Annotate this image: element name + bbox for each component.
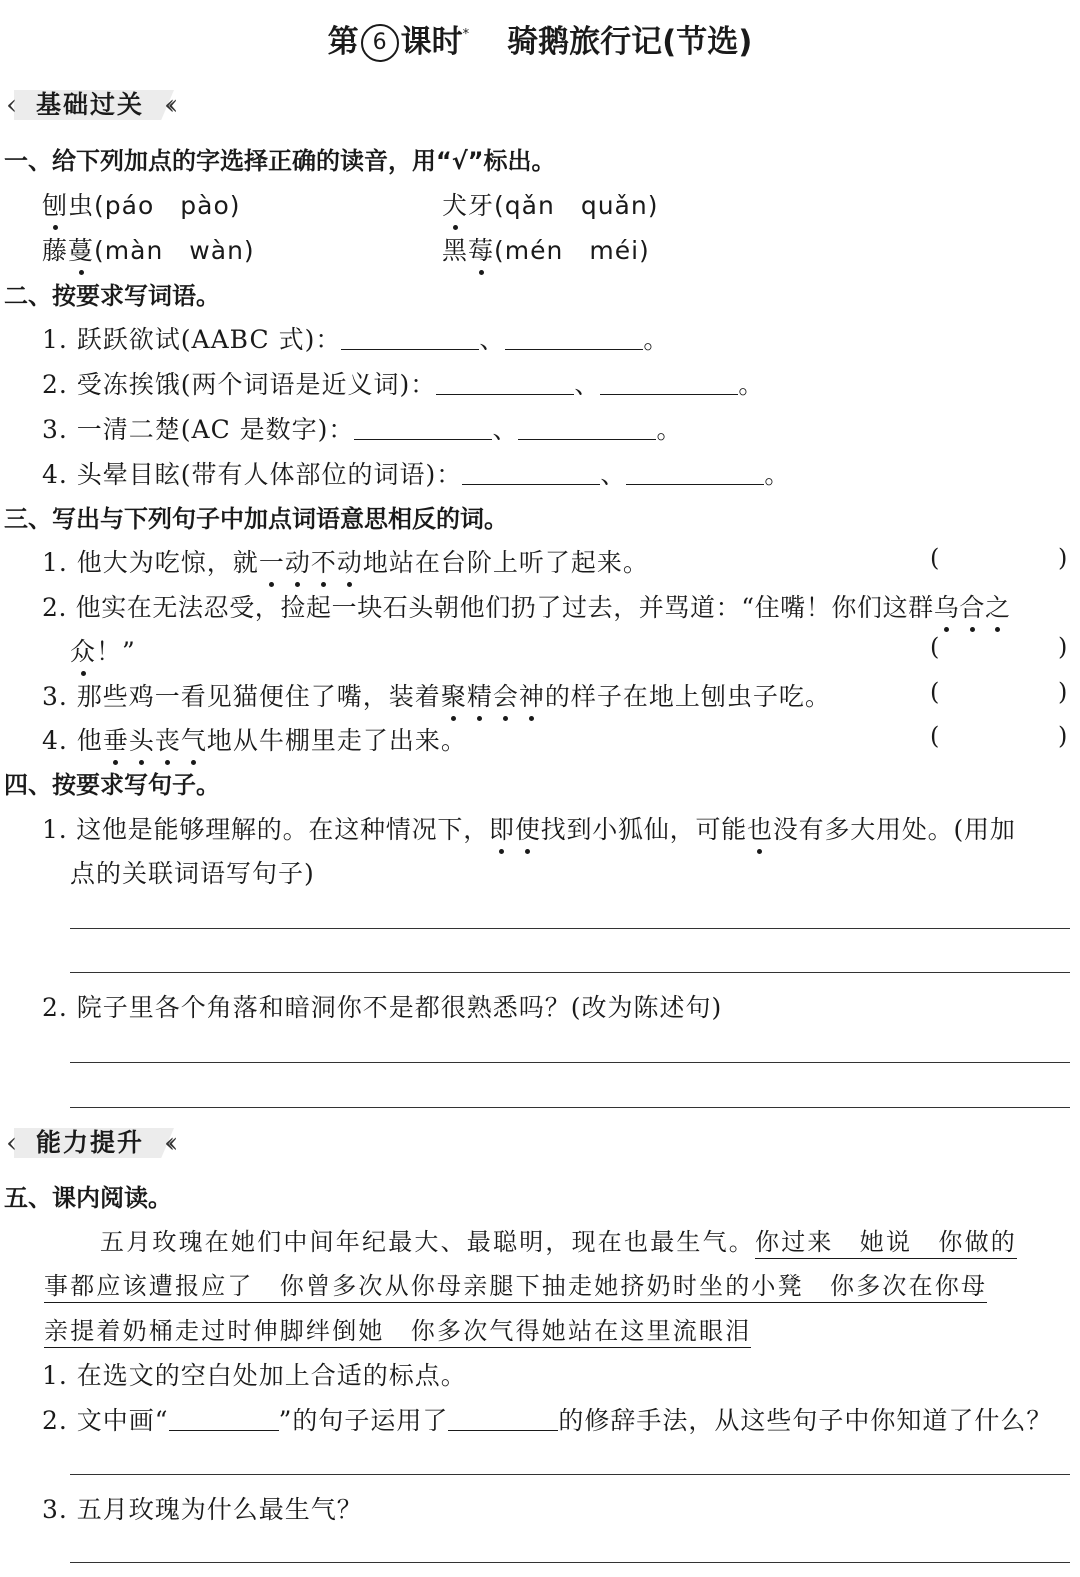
reading-question: 3. 五月玫瑰为什么最生气？ [42,1495,363,1524]
pinyin-item: 黑莓(mén méi) [442,231,650,267]
lesson-number: 6 [361,24,399,62]
antonym-question: 2. 他实在无法忍受，捡起一块石头朝他们扔了过去，并骂道：“住嘴！你们这群乌合之 [42,588,1072,624]
antonym-question: 1. 他大为吃惊，就一动不动地站在台阶上听了起来。 [42,543,649,579]
section-heading: 一、给下列加点的字选择正确的读音，用“√”标出。 [4,147,556,175]
section-heading: 四、按要求写句子。 [4,771,220,799]
sentence-question: 1. 这他是能够理解的。在这种情况下，即使找到小狐仙，可能也没有多大用处。(用加 [42,810,1016,846]
answer-blank[interactable] [600,372,738,395]
emphasized-phrase: 聚精会神 [441,682,545,711]
chevron-left-icon: ‹ [6,1126,18,1159]
pinyin-item: 犬牙(qǎn quǎn) [442,186,658,222]
reading-question: 1. 在选文的空白处加上合适的标点。 [42,1361,467,1390]
reading-passage-line: 五月玫瑰在她们中间年纪最大、最聪明，现在也最生气。你过来 她说 你做的 [100,1222,1017,1257]
emphasized-phrase: 即使 [489,815,541,844]
answer-line[interactable] [70,928,1070,929]
section-banner-basics [6,88,196,122]
answer-blank[interactable] [354,417,492,440]
answer-blank[interactable] [169,1408,279,1431]
answer-line[interactable] [70,1562,1070,1563]
emphasized-char: 蔓 [68,231,94,267]
word-question: 1. 跃跃欲试(AABC 式)： 、 。 [42,325,670,354]
double-chevron-left-icon: ‹‹ [164,88,171,121]
answer-paren-open: ( [930,722,940,750]
answer-paren-close[interactable]: ) [1058,678,1068,706]
emphasized-char: 众 [70,632,96,668]
section-banner-ability [6,1126,196,1160]
sentence-question-cont: 点的关联词语写句子) [70,859,315,888]
answer-line[interactable] [70,1062,1070,1063]
banner-label: 能力提升 [36,1128,145,1157]
pinyin-item: 刨虫(páo pào) [42,186,241,222]
reading-passage-line [44,1266,987,1301]
answer-blank[interactable] [448,1408,558,1431]
antonym-question: 4. 他垂头丧气地从牛棚里走了出来。 [42,721,467,757]
answer-paren-open: ( [930,544,940,572]
section-heading: 三、写出与下列句子中加点词语意思相反的词。 [4,505,508,533]
answer-paren-close[interactable]: ) [1058,722,1068,750]
lesson-prefix: 第 [327,24,359,60]
emphasized-char: 莓 [468,231,494,267]
word-question: 3. 一清二楚(AC 是数字)： 、 。 [42,415,683,444]
reading-passage-line [44,1311,751,1346]
answer-paren-open: ( [930,678,940,706]
emphasized-char: 刨 [42,186,68,222]
optional-star: * [462,27,470,42]
lesson-title: 骑鹅旅行记(节选) [507,24,753,60]
chevron-left-icon: ‹ [6,88,18,121]
pinyin-options: (mén méi) [494,236,650,265]
answer-blank[interactable] [341,327,479,350]
section-heading: 五、课内阅读。 [4,1184,172,1212]
underlined-sentence: 事都应该遭报应了 你曾多次从你母亲腿下抽走她挤奶时坐的小凳 你多次在你母 [44,1272,987,1303]
answer-paren-open: ( [930,633,940,661]
pinyin-item: 藤蔓(màn wàn) [42,231,255,267]
answer-paren-close[interactable]: ) [1058,633,1068,661]
answer-line[interactable] [70,1474,1070,1475]
banner-label: 基础过关 [36,90,145,119]
reading-question: 2. 文中画“ ”的句子运用了 的修辞手法，从这些句子中你知道了什么？ [42,1406,1053,1435]
answer-blank[interactable] [462,462,600,485]
underlined-sentence: 你过来 她说 你做的 [755,1228,1017,1259]
double-chevron-left-icon: ‹‹ [164,1126,171,1159]
answer-blank[interactable] [626,462,764,485]
antonym-question-cont: 众！” [70,632,136,668]
pinyin-options: (qǎn quǎn) [494,191,659,220]
page-title [0,16,1080,62]
answer-blank[interactable] [436,372,574,395]
underlined-sentence: 亲提着奶桶走过时伸脚绊倒她 你多次气得她站在这里流眼泪 [44,1317,751,1348]
emphasized-phrase: 乌合之 [934,593,1011,622]
pinyin-options: (páo pào) [94,191,241,220]
sentence-question: 2. 院子里各个角落和暗洞你不是都很熟悉吗？(改为陈述句) [42,993,723,1022]
answer-blank[interactable] [505,327,643,350]
answer-line[interactable] [70,972,1070,973]
emphasized-char: 犬 [442,186,468,222]
answer-paren-close[interactable]: ) [1058,544,1068,572]
answer-blank[interactable] [518,417,656,440]
answer-line[interactable] [70,1107,1070,1108]
emphasized-char: 也 [747,810,773,846]
antonym-question: 3. 那些鸡一看见猫便住了嘴，装着聚精会神的样子在地上刨虫子吃。 [42,677,831,713]
word-question: 2. 受冻挨饿(两个词语是近义词)： 、 。 [42,370,765,399]
emphasized-phrase: 垂头丧气 [103,726,207,755]
word-question: 4. 头晕目眩(带有人体部位的词语)： 、 。 [42,460,791,489]
pinyin-options: (màn wàn) [94,236,255,265]
section-heading: 二、按要求写词语。 [4,282,220,310]
emphasized-phrase: 一动不动 [259,548,363,577]
lesson-suffix: 课时 [400,24,463,60]
